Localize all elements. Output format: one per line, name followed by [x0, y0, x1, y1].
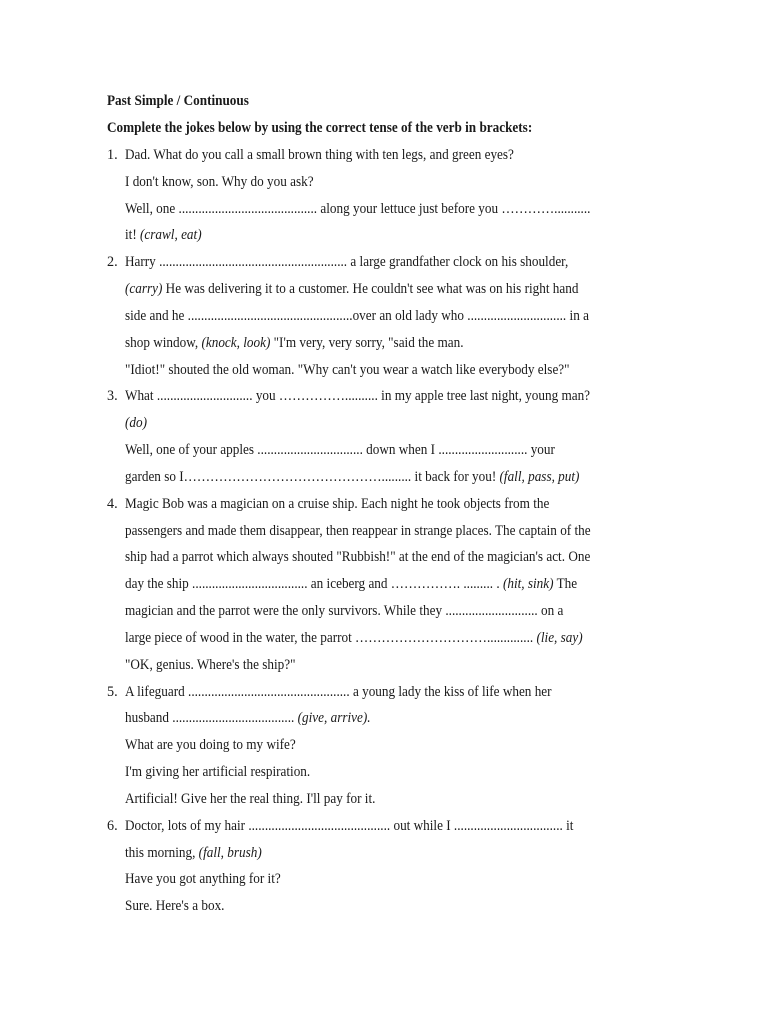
instructions: Complete the jokes below by using the correct tense of the verb in brackets:	[107, 120, 533, 136]
line-text: What are you doing to my wife?	[125, 737, 296, 754]
line-text: "I'm very, very sorry, "said the man.	[270, 334, 464, 351]
line-text: I'm giving her artificial respiration.	[125, 764, 311, 781]
item-line	[125, 334, 464, 352]
item-number: 6.	[107, 817, 118, 834]
verb-hint: (carry)	[125, 281, 163, 298]
line-text: I don't know, son. Why do you ask?	[125, 173, 314, 190]
line-text: day the ship ................................... an iceberg and ……………. ......... .	[125, 576, 503, 593]
line-text: passengers and made them disappear, then reappear in strange places. The captain of the	[125, 522, 591, 539]
item-line	[125, 629, 583, 647]
line-text: husband .....................................	[125, 710, 298, 727]
item-line	[125, 146, 514, 164]
verb-hint: (give, arrive).	[297, 710, 371, 727]
item-number: 2.	[107, 254, 118, 271]
verb-hint: (fall, brush)	[198, 844, 262, 861]
item-line	[125, 709, 371, 727]
item-line	[125, 897, 224, 915]
verb-hint: (crawl, eat)	[140, 227, 202, 244]
line-text: side and he ..................................................over an old lady who .............................. in a	[125, 307, 589, 324]
item-number: 4.	[107, 495, 118, 512]
item-line	[125, 468, 579, 486]
line-text: Sure. Here's a box.	[125, 898, 225, 915]
item-number: 5.	[107, 683, 118, 700]
line-text: He was delivering it to a customer. He couldn't see what was on his right hand	[162, 281, 579, 298]
item-line	[125, 200, 590, 218]
line-text: Have you got anything for it?	[125, 871, 281, 888]
item-line	[125, 844, 262, 862]
line-text: Artificial! Give her the real thing. I'll pay for it.	[125, 790, 376, 807]
item-line	[125, 387, 590, 405]
item-line	[125, 522, 591, 540]
item-line	[125, 307, 589, 325]
line-text: A lifeguard ................................................. a young lady the kiss of life when her	[125, 683, 552, 700]
item-line	[125, 548, 590, 566]
item-line	[125, 361, 570, 379]
item-line	[125, 280, 578, 298]
line-text: Well, one of your apples ................................ down when I ........................... your	[125, 442, 555, 459]
line-text: magician and the parrot were the only survivors. While they ............................ on a	[125, 603, 564, 620]
verb-hint: (lie, say)	[536, 629, 583, 646]
item-line	[125, 736, 296, 754]
line-text: "OK, genius. Where's the ship?"	[125, 656, 296, 673]
line-text: garden so I………………………………………......... it back for you!	[125, 468, 500, 485]
item-line	[125, 817, 573, 835]
line-text: shop window,	[125, 334, 202, 351]
item-line	[125, 253, 568, 271]
item-number: 1.	[107, 147, 118, 163]
line-text: Dad. What do you call a small brown thing with ten legs, and green eyes?	[125, 147, 514, 163]
item-line	[125, 790, 375, 808]
item-number: 3.	[107, 388, 118, 405]
item-line	[125, 495, 549, 513]
item-line	[125, 683, 552, 701]
line-text: The	[553, 576, 578, 593]
item-line	[125, 602, 563, 620]
item-line	[125, 173, 314, 191]
page-title: Past Simple / Continuous	[107, 93, 249, 109]
verb-hint: (hit, sink)	[502, 576, 554, 593]
item-line	[125, 441, 555, 459]
line-text: "Idiot!" shouted the old woman. "Why can't you wear a watch like everybody else?"	[125, 361, 570, 378]
line-text: Doctor, lots of my hair ........................................... out while I ................................. it	[125, 817, 574, 834]
verb-hint: (fall, pass, put)	[499, 468, 580, 485]
item-line	[125, 414, 147, 432]
item-line	[125, 870, 281, 888]
item-line	[125, 656, 295, 674]
line-text: it!	[125, 227, 141, 244]
line-text: Well, one .......................................... along your lettuce just before you …………...........	[125, 200, 591, 217]
line-text: this morning,	[125, 844, 199, 861]
line-text: Magic Bob was a magician on a cruise ship. Each night he took objects from the	[125, 495, 550, 512]
verb-hint: (do)	[125, 415, 147, 432]
line-text: ship had a parrot which always shouted "Rubbish!" at the end of the magician's act. One	[125, 549, 591, 566]
line-text: Harry ......................................................... a large grandfather clock on his shoulder,	[125, 254, 569, 271]
item-line	[125, 575, 577, 593]
item-line	[125, 226, 202, 244]
line-text: What ............................. you …………….......... in my apple tree last night, young man?	[125, 388, 591, 405]
verb-hint: (knock, look)	[201, 334, 271, 351]
line-text: large piece of wood in the water, the parrot …………………………..............	[125, 629, 537, 646]
item-line	[125, 763, 310, 781]
